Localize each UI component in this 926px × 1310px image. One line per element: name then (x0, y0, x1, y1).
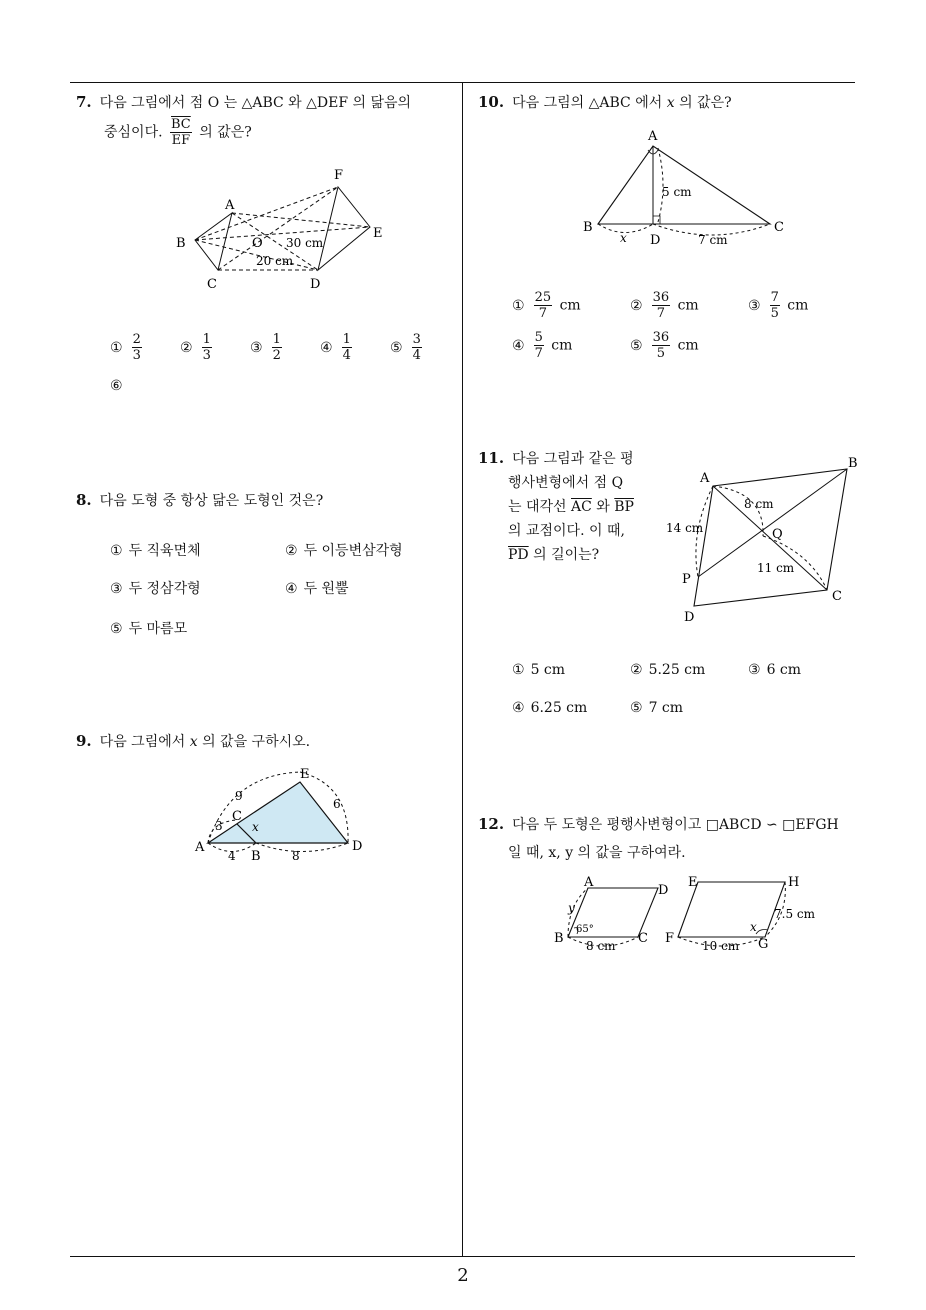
label-h: H (788, 875, 800, 890)
q12-figure (550, 870, 820, 955)
length-4: 4 (228, 849, 236, 863)
length-8cm: 8 cm (586, 939, 616, 953)
label-e: E (373, 226, 383, 241)
length-6: 6 (333, 797, 341, 811)
question-7 (76, 90, 461, 148)
choice-2[interactable]: ② $\frac{36}{7}$ cm (630, 290, 699, 321)
choice-3[interactable]: ③ 두 정삼각형 (110, 581, 201, 597)
question-number: 8. (76, 491, 92, 509)
question-text: 다음 그림의 △ABC 에서 (512, 95, 667, 111)
label-a: A (584, 875, 594, 890)
choice-1[interactable]: ① 5 cm (512, 662, 566, 678)
question-text: 의 값은? (199, 124, 252, 141)
q11-figure (660, 452, 865, 627)
label-c: C (832, 589, 842, 604)
label-a: A (225, 198, 235, 213)
column-divider (462, 82, 463, 1257)
label-d: D (310, 277, 321, 292)
choice-3[interactable]: ③ $\frac{7}{5}$ cm (748, 290, 809, 321)
question-number: 11. (478, 449, 505, 467)
measure-30cm: 30 cm (286, 236, 324, 250)
question-10 (478, 90, 858, 115)
question-9 (76, 729, 461, 754)
question-text: 의 값은? (674, 95, 732, 111)
variable-y: y (568, 901, 575, 915)
variable-x: x (666, 95, 675, 111)
length-10cm: 10 cm (702, 939, 740, 953)
label-b: B (251, 849, 261, 864)
question-8 (76, 488, 461, 513)
choice-1[interactable]: ① $\frac{2}{3}$ (110, 332, 141, 363)
length-7cm: 7 cm (698, 233, 728, 247)
choice-5[interactable]: ⑤ 7 cm (630, 700, 684, 716)
label-e: E (300, 767, 310, 782)
q9-figure (190, 760, 380, 870)
label-c: C (638, 931, 648, 946)
variable-x: x (620, 231, 627, 245)
length-11cm: 11 cm (757, 561, 795, 575)
choice-3[interactable]: ③ $\frac{1}{2}$ (250, 332, 281, 363)
length-7-5cm: 7.5 cm (774, 907, 815, 921)
label-c: C (232, 809, 242, 824)
question-number: 7. (76, 93, 92, 111)
choice-6[interactable]: ⑥ (110, 378, 123, 394)
question-text: 다음 그림에서 (99, 734, 190, 750)
height-5cm: 5 cm (662, 185, 692, 199)
variable-x: x (750, 920, 757, 934)
choice-1[interactable]: ① $\frac{25}{7}$ cm (512, 290, 581, 321)
question-text: 다음 도형 중 항상 닮은 도형인 것은? (99, 493, 324, 509)
question-number: 10. (478, 93, 505, 111)
label-b: B (583, 220, 593, 235)
angle-65: 65° (576, 924, 594, 935)
length-8: 8 (292, 849, 300, 863)
fraction: $\frac{\overline{BC}}{EF}$ (171, 117, 191, 148)
question-text: 다음 그림에서 점 O 는 △ABC 와 △DEF 의 닮음의 (99, 95, 412, 111)
label-d: D (650, 233, 661, 248)
choice-4[interactable]: ④ 두 원뿔 (285, 581, 349, 597)
label-d: D (684, 610, 695, 625)
length-9: 9 (235, 789, 243, 803)
label-b: B (176, 236, 186, 251)
label-f: F (334, 168, 344, 183)
label-c: C (207, 277, 217, 292)
choice-4[interactable]: ④ $\frac{5}{7}$ cm (512, 330, 573, 361)
question-12: 12. 다음 두 도형은 평행사변형이고 □ABCD ∽ □EFGH 일 때, x, y 의 값을 구하여라. (478, 815, 839, 861)
length-14cm: 14 cm (666, 521, 704, 535)
page-number: 2 (457, 1265, 469, 1286)
q7-figure (170, 165, 400, 295)
length-3: 3 (215, 819, 223, 833)
label-g: G (758, 937, 769, 952)
question-text: 의 값을 구하시오. (197, 734, 311, 750)
variable-x: x (252, 820, 259, 834)
choice-4[interactable]: ④ $\frac{1}{4}$ (320, 332, 351, 363)
length-8cm: 8 cm (744, 497, 774, 511)
choice-1[interactable]: ① 두 직육면체 (110, 543, 201, 559)
measure-20cm: 20 cm (256, 254, 294, 268)
choice-2[interactable]: ② $\frac{1}{3}$ (180, 332, 211, 363)
question-11: 11. 다음 그림과 같은 평 행사변형에서 점 Q 는 대각선 $\overline{AC}$ 와 $\overline{BP}$ 의 교점이다. 이 때, $\overline{PD}$ 의 길이는? (478, 449, 634, 563)
choice-5[interactable]: ⑤ 두 마름모 (110, 621, 188, 637)
label-d: D (658, 883, 669, 898)
bottom-rule (70, 1256, 855, 1257)
label-a: A (648, 129, 658, 144)
label-e: E (688, 875, 698, 890)
label-a: A (700, 471, 710, 486)
choice-2[interactable]: ② 5.25 cm (630, 662, 706, 678)
label-q: Q (772, 527, 783, 542)
choice-5[interactable]: ⑤ $\frac{36}{5}$ cm (630, 330, 699, 361)
label-b: B (554, 931, 564, 946)
choice-3[interactable]: ③ 6 cm (748, 662, 802, 678)
label-f: F (665, 931, 675, 946)
question-number: 12. (478, 815, 505, 833)
label-b: B (848, 456, 858, 471)
label-o: O (252, 236, 263, 251)
label-a: A (195, 840, 205, 855)
choice-5[interactable]: ⑤ $\frac{3}{4}$ (390, 332, 421, 363)
label-p: P (682, 572, 691, 587)
question-text: 중심이다. (104, 124, 163, 141)
choice-2[interactable]: ② 두 이등변삼각형 (285, 543, 403, 559)
choice-4[interactable]: ④ 6.25 cm (512, 700, 588, 716)
label-d: D (352, 839, 363, 854)
question-number: 9. (76, 732, 92, 750)
q10-figure (578, 126, 788, 251)
label-c: C (774, 220, 784, 235)
variable-x: x (189, 734, 198, 750)
